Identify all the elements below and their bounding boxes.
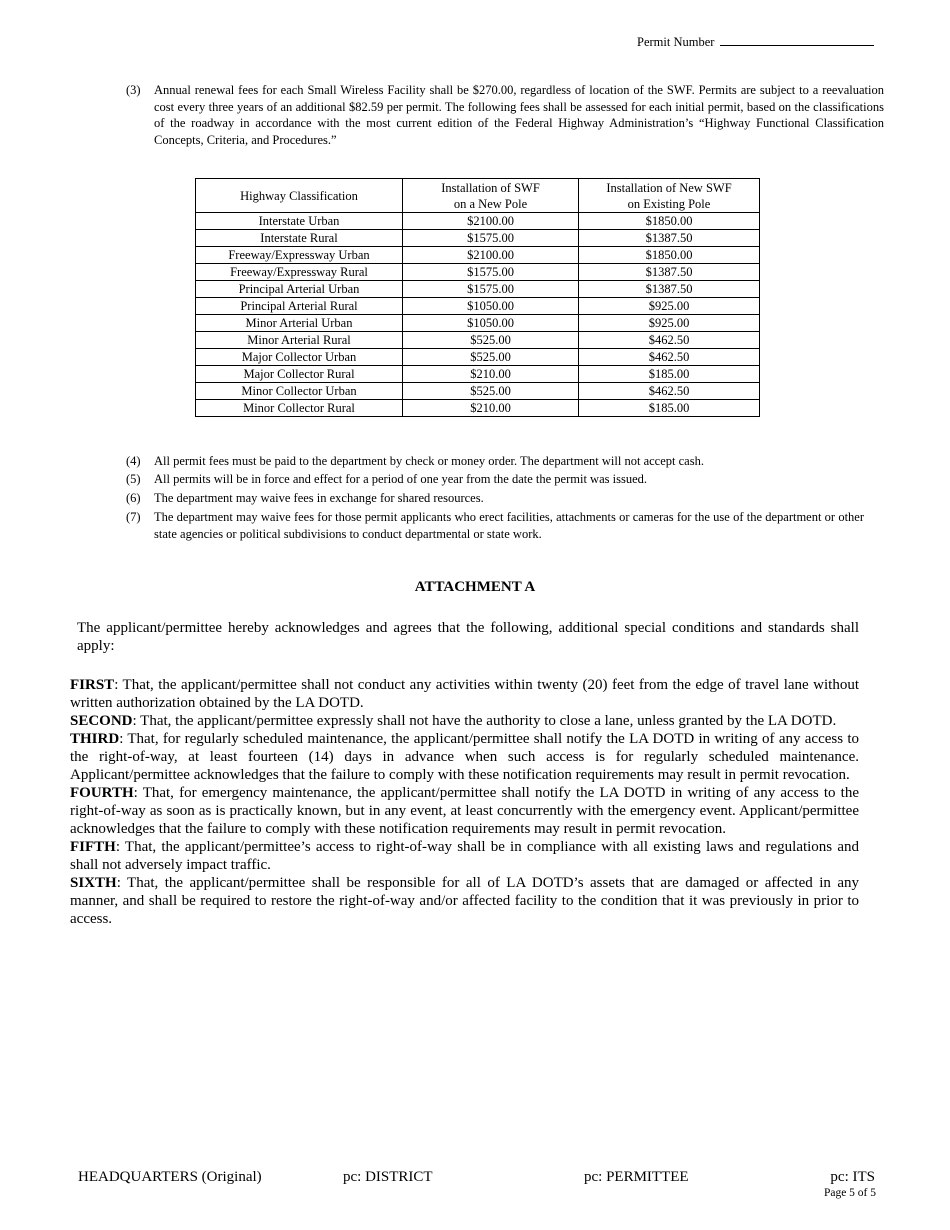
attachment-title: ATTACHMENT A bbox=[414, 579, 536, 595]
fee-item-4 bbox=[126, 453, 866, 470]
cell-classification: Minor Arterial Rural bbox=[196, 332, 403, 349]
condition-label: SECOND bbox=[70, 713, 133, 729]
table-row bbox=[196, 332, 760, 349]
footer-district: pc: DISTRICT bbox=[343, 1169, 433, 1185]
cell-existing-pole: $185.00 bbox=[579, 366, 760, 383]
condition-second bbox=[70, 712, 859, 730]
fee-table bbox=[195, 178, 760, 417]
item-text: Annual renewal fees for each Small Wireless Facility shall be $270.00, regardless of location of the SWF. Permits are subject to a reevaluation cost every three years of an additional $82.59 per permit. The following fees shall be assessed for each initial permit, based on the classifications of the roadway in accordance with the most current edition of the Federal Highway Administration’s “Highway Functional Classification Concepts, Criteria, and Procedures.” bbox=[154, 83, 884, 147]
fee-table-header-row bbox=[196, 179, 760, 213]
cell-classification: Freeway/Expressway Rural bbox=[196, 264, 403, 281]
footer-its: pc: ITS bbox=[830, 1169, 875, 1185]
condition-text: : That, the applicant/permittee’s access to right-of-way shall be in compliance with all existing laws and regulations and shall not adversely impact traffic. bbox=[70, 839, 859, 873]
item-text: All permit fees must be paid to the department by check or money order. The department will not accept cash. bbox=[154, 454, 704, 468]
cell-new-pole: $1575.00 bbox=[403, 230, 579, 247]
conditions-list bbox=[70, 676, 859, 928]
item-number: (6) bbox=[126, 491, 141, 505]
table-row bbox=[196, 349, 760, 366]
cell-classification: Interstate Rural bbox=[196, 230, 403, 247]
fee-item-3 bbox=[126, 82, 884, 148]
condition-label: FIFTH bbox=[70, 839, 116, 855]
cell-existing-pole: $1387.50 bbox=[579, 230, 760, 247]
item-text: The department may waive fees in exchange for shared resources. bbox=[154, 491, 484, 505]
condition-label: THIRD bbox=[70, 731, 120, 747]
cell-new-pole: $1050.00 bbox=[403, 298, 579, 315]
condition-text: : That, the applicant/permittee shall not conduct any activities within twenty (20) feet from the edge of travel lane without written authorization obtained by the LA DOTD. bbox=[70, 677, 859, 711]
cell-classification: Freeway/Expressway Urban bbox=[196, 247, 403, 264]
cell-new-pole: $1050.00 bbox=[403, 315, 579, 332]
table-row bbox=[196, 400, 760, 417]
condition-text: : That, the applicant/permittee shall be responsible for all of LA DOTD’s assets that are damaged or affected in any manner, and shall be required to restore the right-of-way and/or affected facility to the condition that it was previously in prior to access. bbox=[70, 875, 859, 927]
cell-new-pole: $210.00 bbox=[403, 366, 579, 383]
permit-number-field bbox=[637, 33, 874, 50]
attachment-intro: The applicant/permittee hereby acknowledges and agrees that the following, additional special conditions and standards shall apply: bbox=[77, 620, 859, 654]
cell-new-pole: $2100.00 bbox=[403, 247, 579, 264]
cell-classification: Principal Arterial Urban bbox=[196, 281, 403, 298]
page-number: Page 5 of 5 bbox=[823, 1187, 876, 1199]
condition-label: SIXTH bbox=[70, 875, 117, 891]
cell-existing-pole: $1850.00 bbox=[579, 247, 760, 264]
cell-classification: Interstate Urban bbox=[196, 213, 403, 230]
cell-classification: Principal Arterial Rural bbox=[196, 298, 403, 315]
cell-new-pole: $2100.00 bbox=[403, 213, 579, 230]
table-row bbox=[196, 366, 760, 383]
cell-existing-pole: $1850.00 bbox=[579, 213, 760, 230]
table-row bbox=[196, 213, 760, 230]
item-text: The department may waive fees for those permit applicants who erect facilities, attachments or cameras for the use of the department or other state agencies or political subdivisions to conduct departmental or state work. bbox=[154, 510, 864, 541]
header-highway-classification: Highway Classification bbox=[196, 179, 403, 213]
cell-classification: Major Collector Rural bbox=[196, 366, 403, 383]
header-new-pole: Installation of SWF on a New Pole bbox=[403, 179, 579, 213]
cell-existing-pole: $1387.50 bbox=[579, 281, 760, 298]
cell-new-pole: $1575.00 bbox=[403, 264, 579, 281]
condition-third bbox=[70, 730, 859, 784]
cell-classification: Minor Collector Rural bbox=[196, 400, 403, 417]
cell-new-pole: $525.00 bbox=[403, 332, 579, 349]
item-number: (4) bbox=[126, 454, 141, 468]
table-row bbox=[196, 230, 760, 247]
fee-item-5 bbox=[126, 471, 866, 488]
permit-number-label: Permit Number bbox=[637, 35, 715, 49]
cell-existing-pole: $925.00 bbox=[579, 298, 760, 315]
table-row bbox=[196, 315, 760, 332]
cell-new-pole: $210.00 bbox=[403, 400, 579, 417]
cell-new-pole: $525.00 bbox=[403, 349, 579, 366]
permit-number-blank-line bbox=[720, 33, 874, 46]
header-existing-pole: Installation of New SWF on Existing Pole bbox=[579, 179, 760, 213]
condition-text: : That, the applicant/permittee expressly shall not have the authority to close a lane, unless granted by the LA DOTD. bbox=[132, 713, 837, 729]
fee-item-7 bbox=[126, 509, 864, 542]
condition-fourth bbox=[70, 784, 859, 838]
condition-text: : That, for regularly scheduled maintenance, the applicant/permittee shall notify the LA DOTD in writing of any access to the right-of-way, at least fourteen (14) days in advance when such access is for regularly scheduled maintenance. Applicant/permittee acknowledges that the failure to comply with these notification requirements may result in permit revocation. bbox=[70, 731, 859, 783]
cell-existing-pole: $925.00 bbox=[579, 315, 760, 332]
table-row bbox=[196, 298, 760, 315]
cell-classification: Minor Collector Urban bbox=[196, 383, 403, 400]
table-row bbox=[196, 264, 760, 281]
cell-classification: Major Collector Urban bbox=[196, 349, 403, 366]
table-row bbox=[196, 281, 760, 298]
table-row bbox=[196, 247, 760, 264]
condition-label: FOURTH bbox=[70, 785, 134, 801]
cell-new-pole: $525.00 bbox=[403, 383, 579, 400]
cell-existing-pole: $185.00 bbox=[579, 400, 760, 417]
condition-first bbox=[70, 676, 859, 712]
condition-sixth bbox=[70, 874, 859, 928]
table-row bbox=[196, 383, 760, 400]
condition-label: FIRST bbox=[70, 677, 115, 693]
condition-fifth bbox=[70, 838, 859, 874]
cell-existing-pole: $462.50 bbox=[579, 349, 760, 366]
fee-item-6 bbox=[126, 490, 866, 507]
condition-text: : That, for emergency maintenance, the applicant/permittee shall notify the LA DOTD in writing of any access to the right-of-way as soon as is practically known, but in any event, at least concurrently with the emergency event. Applicant/permittee acknowledges that the failure to comply with these notification requirements may result in permit revocation. bbox=[70, 785, 859, 837]
footer-permittee: pc: PERMITTEE bbox=[584, 1169, 689, 1185]
item-number: (5) bbox=[126, 472, 141, 486]
cell-existing-pole: $1387.50 bbox=[579, 264, 760, 281]
footer-headquarters: HEADQUARTERS (Original) bbox=[78, 1169, 262, 1185]
item-text: All permits will be in force and effect for a period of one year from the date the permit was issued. bbox=[154, 472, 647, 486]
cell-existing-pole: $462.50 bbox=[579, 383, 760, 400]
cell-existing-pole: $462.50 bbox=[579, 332, 760, 349]
item-number: (7) bbox=[126, 510, 141, 524]
item-number: (3) bbox=[126, 83, 141, 97]
cell-new-pole: $1575.00 bbox=[403, 281, 579, 298]
cell-classification: Minor Arterial Urban bbox=[196, 315, 403, 332]
